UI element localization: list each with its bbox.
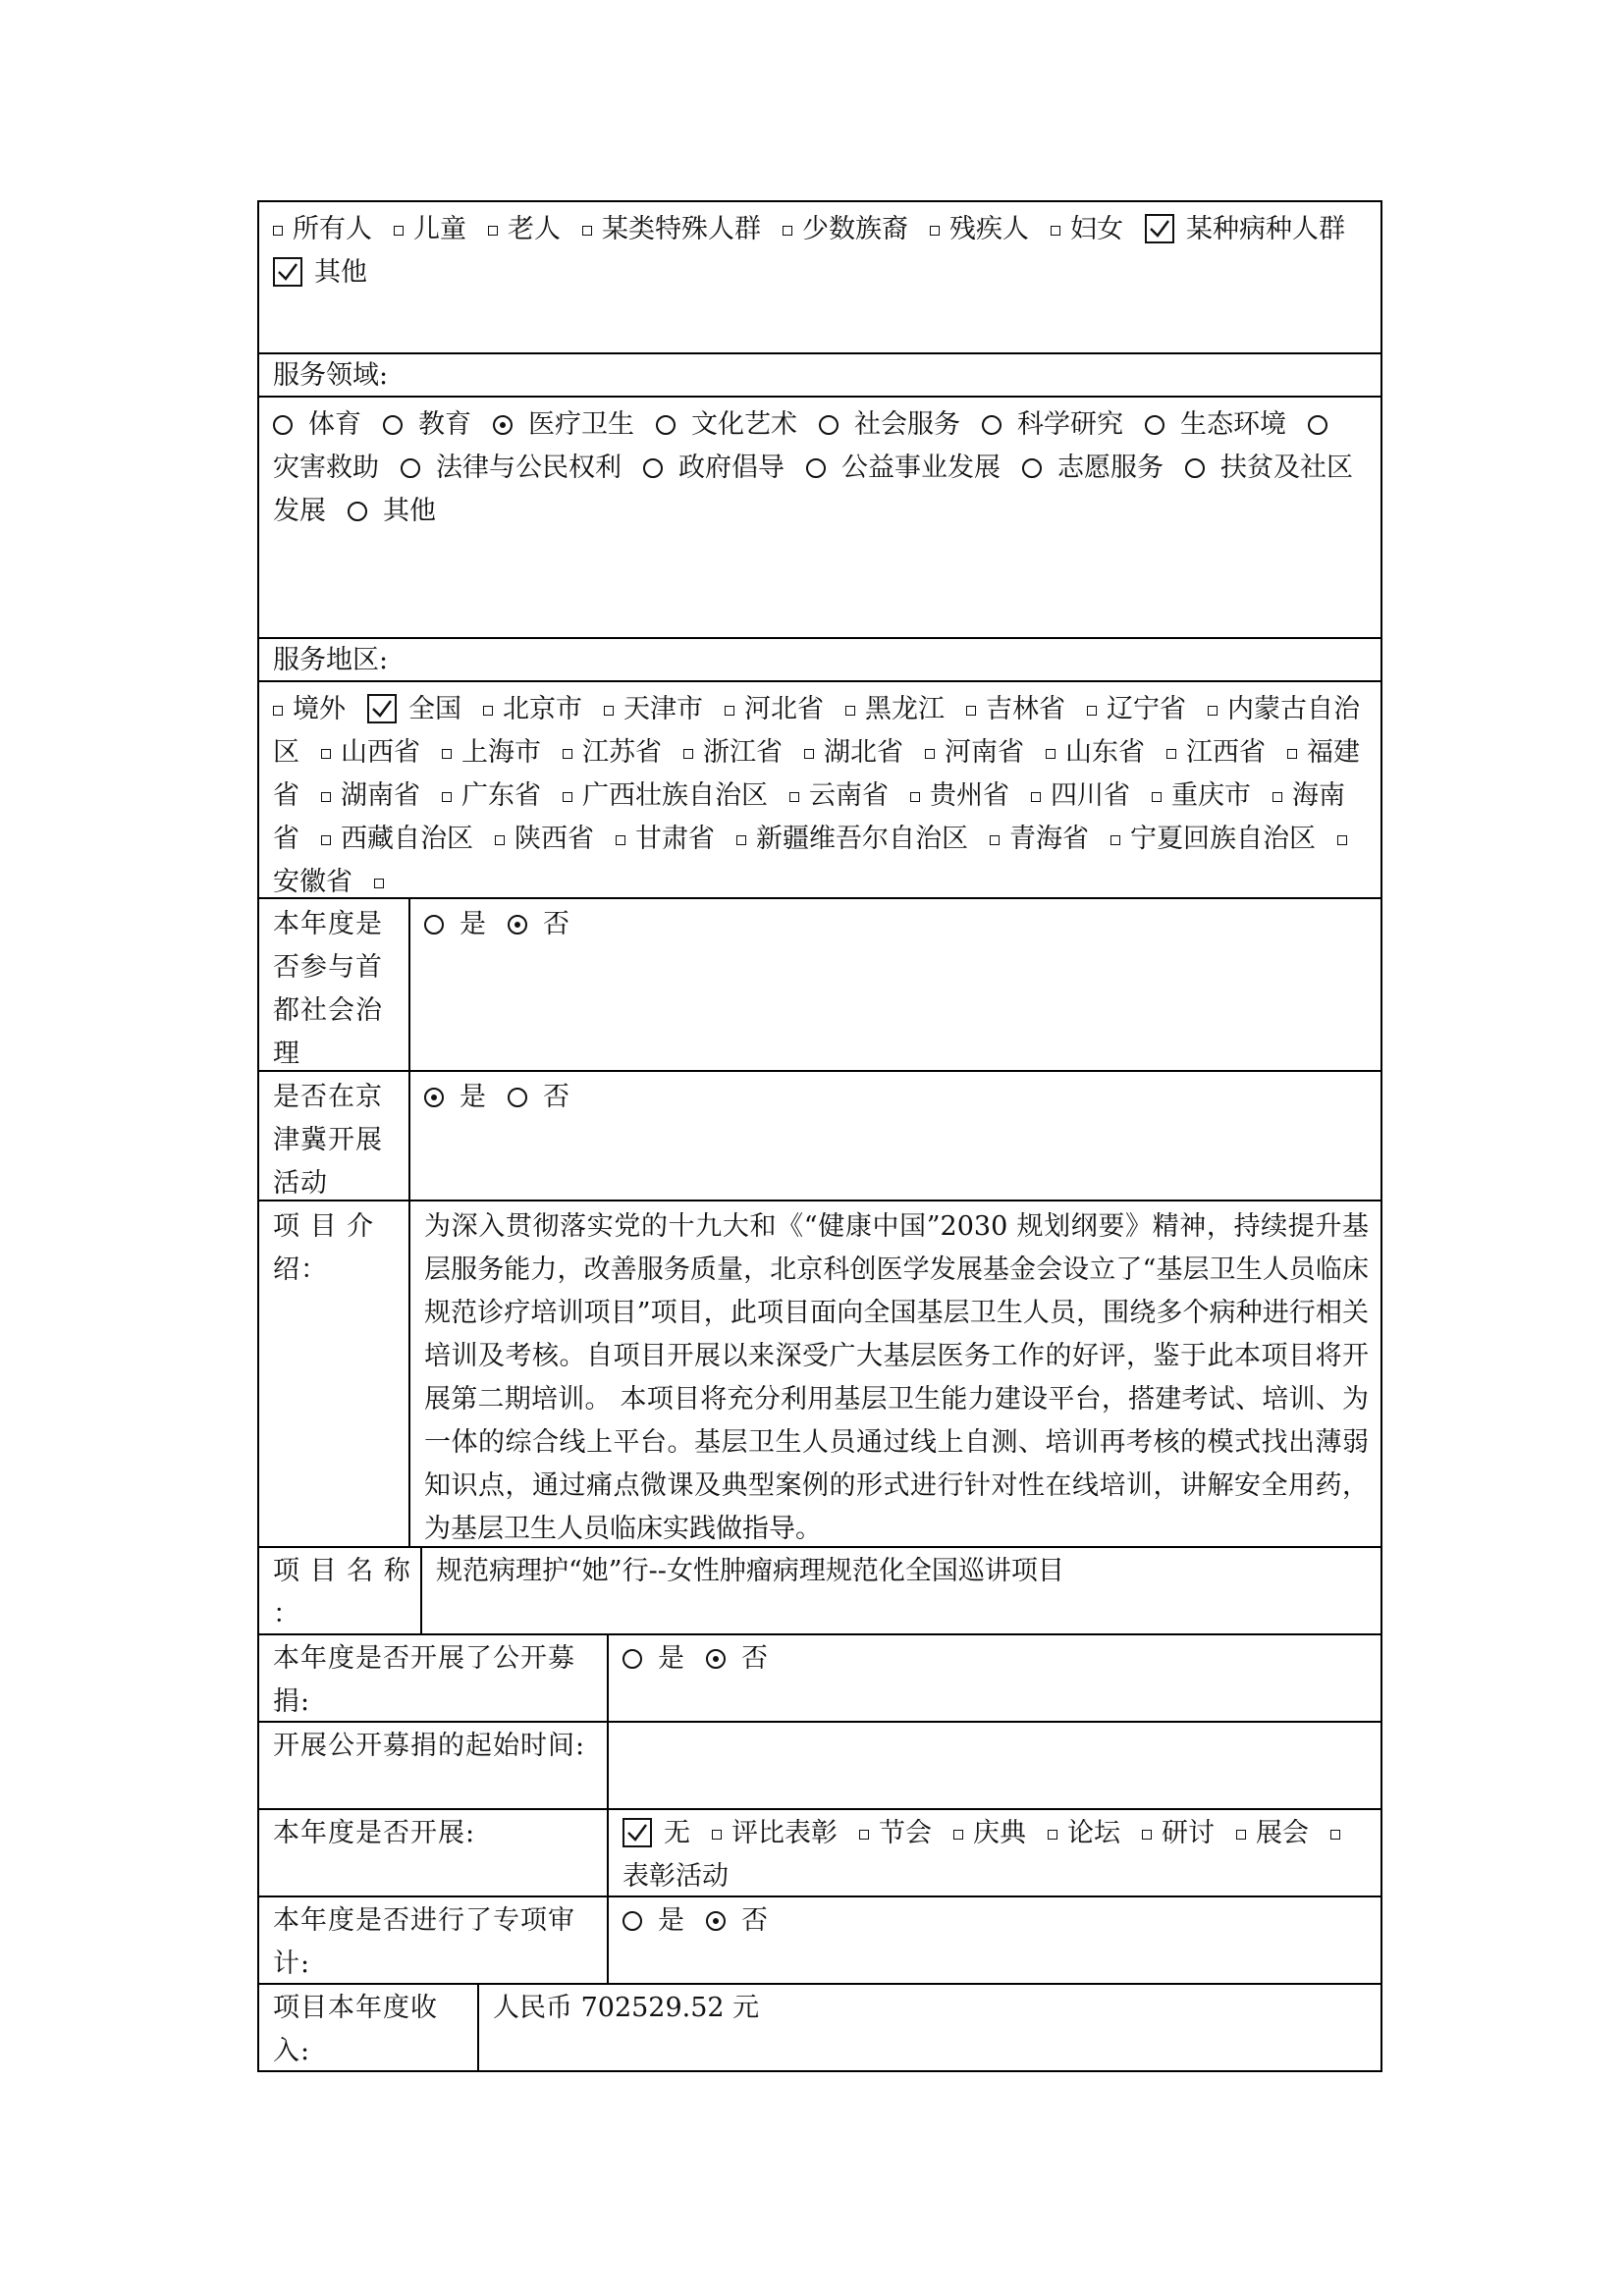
option-label: 新疆维吾尔自治区: [756, 824, 968, 854]
option-label: 吉林省: [986, 694, 1065, 724]
radio-selected-icon[interactable]: [706, 1911, 726, 1931]
target-groups-option[interactable]: [930, 214, 1029, 244]
option-label: 宁夏回族自治区: [1130, 824, 1316, 854]
option-label: 政府倡导: [678, 453, 785, 483]
option-label: 所有人: [293, 214, 372, 244]
unchecked-box-icon[interactable]: [1152, 792, 1162, 802]
service-region-option[interactable]: [990, 824, 1089, 854]
service-region-row: [257, 682, 1382, 899]
radio-unselected-icon[interactable]: [1022, 458, 1042, 478]
option-label: 湖北省: [824, 737, 903, 768]
option-label: 贵州省: [930, 780, 1009, 811]
service-region-option[interactable]: [910, 780, 1009, 811]
radio-unselected-icon[interactable]: [273, 415, 293, 435]
option-label: 江西省: [1186, 737, 1266, 768]
unchecked-box-icon[interactable]: [1087, 706, 1097, 716]
special-audit-label: 本年度是否进行了专项审计:: [273, 1905, 575, 1979]
option-label: 河南省: [945, 737, 1024, 768]
radio-unselected-icon[interactable]: [383, 415, 403, 435]
capital-governance-options: [410, 899, 1380, 1070]
option-label: 浙江省: [703, 737, 783, 768]
option-label: 儿童: [413, 214, 466, 244]
radio-unselected-icon[interactable]: [982, 415, 1001, 435]
project-name-row: [257, 1548, 1382, 1635]
unchecked-box-icon[interactable]: [930, 226, 940, 236]
option-label: 全国: [408, 694, 461, 724]
unchecked-box-icon[interactable]: [442, 792, 452, 802]
radio-unselected-icon[interactable]: [348, 502, 367, 521]
special-audit-row: [257, 1897, 1382, 1985]
activities-option[interactable]: [859, 1818, 932, 1848]
service-region-option[interactable]: [604, 694, 703, 724]
target-groups-options: [259, 202, 1380, 352]
unchecked-box-icon[interactable]: [321, 792, 331, 802]
radio-selected-icon[interactable]: [706, 1649, 726, 1669]
radio-unselected-icon[interactable]: [656, 415, 676, 435]
unchecked-box-icon[interactable]: [1208, 706, 1218, 716]
public-fundraising-option[interactable]: [623, 1643, 684, 1674]
option-label: 无: [664, 1818, 690, 1848]
unchecked-box-icon[interactable]: [859, 1830, 869, 1840]
unchecked-box-icon[interactable]: [1142, 1830, 1152, 1840]
target-groups-option[interactable]: [394, 214, 466, 244]
radio-unselected-icon[interactable]: [1185, 458, 1205, 478]
unchecked-box-icon[interactable]: [273, 706, 283, 716]
target-groups-row: [257, 200, 1382, 354]
option-label: 研讨: [1162, 1818, 1215, 1848]
option-label: 上海市: [461, 737, 541, 768]
unchecked-box-icon[interactable]: [804, 749, 814, 759]
service-region-option[interactable]: [1087, 694, 1186, 724]
option-label: 北京市: [503, 694, 582, 724]
public-fundraising-label: 本年度是否开展了公开募捐:: [273, 1643, 575, 1717]
option-label: 福建省: [273, 737, 1360, 811]
unchecked-box-icon[interactable]: [683, 749, 693, 759]
target-groups-option[interactable]: [1051, 214, 1123, 244]
service-region-option[interactable]: [966, 694, 1065, 724]
unchecked-box-icon[interactable]: [321, 835, 331, 845]
annual-income-value: 人民币 702529.52 元: [493, 1993, 760, 2023]
unchecked-box-icon[interactable]: [321, 749, 331, 759]
service-field-option[interactable]: [982, 409, 1123, 440]
service-field-options: [259, 398, 1380, 637]
option-label: 展会: [1256, 1818, 1309, 1848]
service-region-option[interactable]: [563, 780, 768, 811]
radio-unselected-icon[interactable]: [623, 1649, 642, 1669]
jingjinji-options: [410, 1072, 1380, 1200]
option-label: 甘肃省: [635, 824, 715, 854]
service-region-option[interactable]: [367, 694, 461, 724]
target-groups-option[interactable]: [1145, 214, 1345, 244]
option-label: 少数族裔: [802, 214, 908, 244]
target-groups-option[interactable]: [582, 214, 761, 244]
option-label: 论坛: [1067, 1818, 1120, 1848]
service-field-option[interactable]: [1145, 409, 1286, 440]
annual-income-label: 项目本年度收入:: [273, 1993, 438, 2066]
service-field-option[interactable]: [643, 453, 785, 483]
option-label: 云南省: [809, 780, 889, 811]
special-audit-option[interactable]: [706, 1905, 768, 1936]
service-region-header-row: [257, 639, 1382, 682]
unchecked-box-icon[interactable]: [725, 706, 734, 716]
option-label: 是: [658, 1905, 684, 1936]
activities-option[interactable]: [1142, 1818, 1215, 1848]
unchecked-box-icon[interactable]: [1166, 749, 1176, 759]
service-region-option[interactable]: [483, 694, 582, 724]
radio-unselected-icon[interactable]: [623, 1911, 642, 1931]
option-label: 某种病种人群: [1186, 214, 1345, 244]
unchecked-box-icon[interactable]: [604, 706, 614, 716]
service-region-option[interactable]: [442, 737, 541, 768]
capital-governance-option[interactable]: [508, 909, 569, 939]
unchecked-box-icon[interactable]: [1330, 1830, 1340, 1840]
service-region-option[interactable]: [736, 824, 968, 854]
project-intro-label: 项 目 介 绍：: [273, 1211, 375, 1285]
option-label: 评比表彰: [731, 1818, 838, 1848]
capital-governance-option[interactable]: [424, 909, 486, 939]
service-region-option[interactable]: [725, 694, 824, 724]
project-name-label: 项 目 名 称 ：: [273, 1556, 411, 1629]
option-label: 法律与公民权利: [436, 453, 622, 483]
unchecked-box-icon[interactable]: [953, 1830, 963, 1840]
service-region-option[interactable]: [321, 737, 420, 768]
public-fundraising-options: [609, 1635, 1380, 1721]
service-region-option[interactable]: [374, 867, 394, 897]
service-region-option[interactable]: [321, 824, 473, 854]
checked-box-icon[interactable]: [623, 1818, 652, 1847]
option-label: 四川省: [1051, 780, 1130, 811]
unchecked-box-icon[interactable]: [845, 706, 855, 716]
service-field-option[interactable]: [819, 409, 960, 440]
project-intro-text: 为深入贯彻落实党的十九大和《“健康中国”2030 规划纲要》精神，持续提升基层服务能力，改善服务质量，北京科创医学发展基金会设立了“基层卫生人员临床规范诊疗培训项目”项目，此项目面向全国基层卫生人员，围绕多个病种进行相关培训及考核。自项目开展以来深受广大基层医务工作的好评，鉴于此本项目将开展第二期培训。 本项目将充分利用基层卫生能力建设平台，搭建考试、培训、为一体的综合线上平台。基层卫生人员通过线上自测、培训再考核的模式找出薄弱知识点，通过痛点微课及典型案例的形式进行针对性在线培训，讲解安全用药，为基层卫生人员临床实践做指导。: [424, 1211, 1369, 1544]
unchecked-box-icon[interactable]: [1051, 226, 1060, 236]
option-label: 否: [543, 909, 569, 939]
option-label: 公益事业发展: [841, 453, 1001, 483]
radio-unselected-icon[interactable]: [401, 458, 420, 478]
service-region-option[interactable]: [845, 694, 945, 724]
service-region-option[interactable]: [563, 737, 662, 768]
option-label: 河北省: [744, 694, 824, 724]
option-label: 庆典: [973, 1818, 1026, 1848]
service-region-option[interactable]: [925, 737, 1024, 768]
service-region-option[interactable]: [1031, 780, 1130, 811]
radio-unselected-icon[interactable]: [819, 415, 839, 435]
service-field-option[interactable]: [806, 453, 1001, 483]
jingjinji-row: [257, 1072, 1382, 1201]
radio-unselected-icon[interactable]: [1145, 415, 1164, 435]
option-label: 否: [741, 1643, 768, 1674]
option-label: 湖南省: [341, 780, 420, 811]
option-label: 黑龙江: [865, 694, 945, 724]
option-label: 某类特殊人群: [602, 214, 761, 244]
option-label: 残疾人: [949, 214, 1029, 244]
public-fundraising-row: [257, 1635, 1382, 1723]
option-label: 文化艺术: [691, 409, 797, 440]
service-field-option[interactable]: [348, 496, 436, 526]
fundraising-start-label: 开展公开募捐的起始时间:: [273, 1731, 586, 1761]
unchecked-box-icon[interactable]: [990, 835, 1000, 845]
capital-governance-row: [257, 899, 1382, 1072]
option-label: 灾害救助: [273, 453, 379, 483]
unchecked-box-icon[interactable]: [1110, 835, 1120, 845]
service-field-option[interactable]: [273, 409, 361, 440]
checked-box-icon[interactable]: [367, 694, 397, 723]
option-label: 重庆市: [1171, 780, 1251, 811]
unchecked-box-icon[interactable]: [1287, 749, 1297, 759]
option-label: 是: [658, 1643, 684, 1674]
jingjinji-option[interactable]: [508, 1082, 569, 1112]
radio-selected-icon[interactable]: [508, 915, 527, 934]
option-label: 海南省: [273, 780, 1345, 854]
option-label: 志愿服务: [1057, 453, 1164, 483]
service-region-option[interactable]: [1110, 824, 1316, 854]
service-field-option[interactable]: [383, 409, 471, 440]
service-region-option[interactable]: [273, 694, 346, 724]
option-label: 否: [741, 1905, 768, 1936]
unchecked-box-icon[interactable]: [925, 749, 935, 759]
option-label: 扶贫及社区发展: [273, 453, 1353, 526]
service-region-option[interactable]: [804, 737, 903, 768]
radio-unselected-icon[interactable]: [806, 458, 826, 478]
radio-unselected-icon[interactable]: [643, 458, 663, 478]
unchecked-box-icon[interactable]: [563, 749, 572, 759]
project-intro-row: [257, 1201, 1382, 1548]
option-label: 医疗卫生: [528, 409, 634, 440]
project-name-value: 规范病理护“她”行--女性肿瘤病理规范化全国巡讲项目: [436, 1556, 1064, 1586]
unchecked-box-icon[interactable]: [483, 706, 493, 716]
unchecked-box-icon[interactable]: [582, 226, 592, 236]
unchecked-box-icon[interactable]: [736, 835, 746, 845]
annual-income-row: [257, 1985, 1382, 2072]
target-groups-option[interactable]: [783, 214, 908, 244]
unchecked-box-icon[interactable]: [616, 835, 625, 845]
radio-unselected-icon[interactable]: [508, 1088, 527, 1107]
option-label: 社会服务: [854, 409, 960, 440]
service-field-option[interactable]: [401, 453, 622, 483]
service-field-label: 服务领域:: [273, 360, 389, 391]
option-label: 陕西省: [514, 824, 594, 854]
unchecked-box-icon[interactable]: [563, 792, 572, 802]
option-label: 广西壮族自治区: [582, 780, 768, 811]
activities-options: [609, 1810, 1380, 1896]
activities-row: [257, 1810, 1382, 1897]
unchecked-box-icon[interactable]: [910, 792, 920, 802]
service-region-option[interactable]: [1152, 780, 1251, 811]
option-label: 其他: [314, 257, 367, 288]
service-region-option[interactable]: [442, 780, 541, 811]
unchecked-box-icon[interactable]: [712, 1830, 722, 1840]
service-field-option[interactable]: [656, 409, 797, 440]
fundraising-start-row: [257, 1723, 1382, 1810]
option-label: 科学研究: [1017, 409, 1123, 440]
public-fundraising-option[interactable]: [706, 1643, 768, 1674]
service-region-label: 服务地区:: [273, 645, 389, 675]
unchecked-box-icon[interactable]: [1337, 835, 1347, 845]
option-label: 内蒙古自治区: [273, 694, 1360, 768]
option-label: 江苏省: [582, 737, 662, 768]
option-label: 老人: [508, 214, 561, 244]
option-label: 否: [543, 1082, 569, 1112]
service-field-row: [257, 398, 1382, 639]
unchecked-box-icon[interactable]: [783, 226, 792, 236]
service-region-option[interactable]: [616, 824, 715, 854]
option-label: 安徽省: [273, 867, 352, 897]
unchecked-box-icon[interactable]: [1236, 1830, 1246, 1840]
activities-option[interactable]: [953, 1818, 1026, 1848]
option-label: 辽宁省: [1107, 694, 1186, 724]
special-audit-options: [609, 1897, 1380, 1983]
activities-option[interactable]: [1048, 1818, 1120, 1848]
option-label: 节会: [879, 1818, 932, 1848]
service-region-options: [259, 682, 1380, 897]
option-label: 其他: [383, 496, 436, 526]
jingjinji-option[interactable]: [424, 1082, 486, 1112]
service-field-option[interactable]: [493, 409, 634, 440]
service-region-option[interactable]: [1046, 737, 1145, 768]
capital-governance-label: 本年度是否参与首都社会治理: [273, 909, 383, 1069]
unchecked-box-icon[interactable]: [1272, 792, 1282, 802]
option-label: 表彰活动: [623, 1861, 729, 1892]
target-groups-option[interactable]: [488, 214, 561, 244]
service-field-header-row: [257, 354, 1382, 398]
unchecked-box-icon[interactable]: [488, 226, 498, 236]
target-groups-option[interactable]: [273, 214, 372, 244]
unchecked-box-icon[interactable]: [374, 879, 384, 888]
option-label: 山东省: [1065, 737, 1145, 768]
option-label: 西藏自治区: [341, 824, 473, 854]
jingjinji-label: 是否在京津冀开展活动: [273, 1082, 383, 1199]
unchecked-box-icon[interactable]: [789, 792, 799, 802]
activities-option[interactable]: [1236, 1818, 1309, 1848]
option-label: 青海省: [1009, 824, 1089, 854]
activities-label: 本年度是否开展:: [273, 1818, 476, 1848]
option-label: 是: [460, 909, 486, 939]
unchecked-box-icon[interactable]: [966, 706, 976, 716]
option-label: 广东省: [461, 780, 541, 811]
unchecked-box-icon[interactable]: [1048, 1830, 1057, 1840]
target-groups-option[interactable]: [273, 257, 367, 288]
unchecked-box-icon[interactable]: [495, 835, 505, 845]
radio-selected-icon[interactable]: [493, 415, 513, 435]
unchecked-box-icon[interactable]: [273, 226, 283, 236]
unchecked-box-icon[interactable]: [442, 749, 452, 759]
service-region-option[interactable]: [495, 824, 594, 854]
option-label: 境外: [293, 694, 346, 724]
service-region-option[interactable]: [789, 780, 889, 811]
service-region-option[interactable]: [1166, 737, 1266, 768]
service-region-option[interactable]: [321, 780, 420, 811]
option-label: 体育: [308, 409, 361, 440]
service-field-option[interactable]: [1022, 453, 1164, 483]
unchecked-box-icon[interactable]: [1046, 749, 1056, 759]
option-label: 教育: [418, 409, 471, 440]
option-label: 妇女: [1070, 214, 1123, 244]
radio-selected-icon[interactable]: [424, 1088, 444, 1107]
activities-option[interactable]: [712, 1818, 838, 1848]
option-label: 天津市: [623, 694, 703, 724]
special-audit-option[interactable]: [623, 1905, 684, 1936]
radio-unselected-icon[interactable]: [1308, 415, 1327, 435]
unchecked-box-icon[interactable]: [1031, 792, 1041, 802]
activities-option[interactable]: [623, 1818, 690, 1848]
service-region-option[interactable]: [683, 737, 783, 768]
checked-box-icon[interactable]: [1145, 214, 1174, 243]
radio-unselected-icon[interactable]: [424, 915, 444, 934]
unchecked-box-icon[interactable]: [394, 226, 404, 236]
option-label: 生态环境: [1180, 409, 1286, 440]
option-label: 是: [460, 1082, 486, 1112]
checked-box-icon[interactable]: [273, 257, 302, 287]
option-label: 山西省: [341, 737, 420, 768]
